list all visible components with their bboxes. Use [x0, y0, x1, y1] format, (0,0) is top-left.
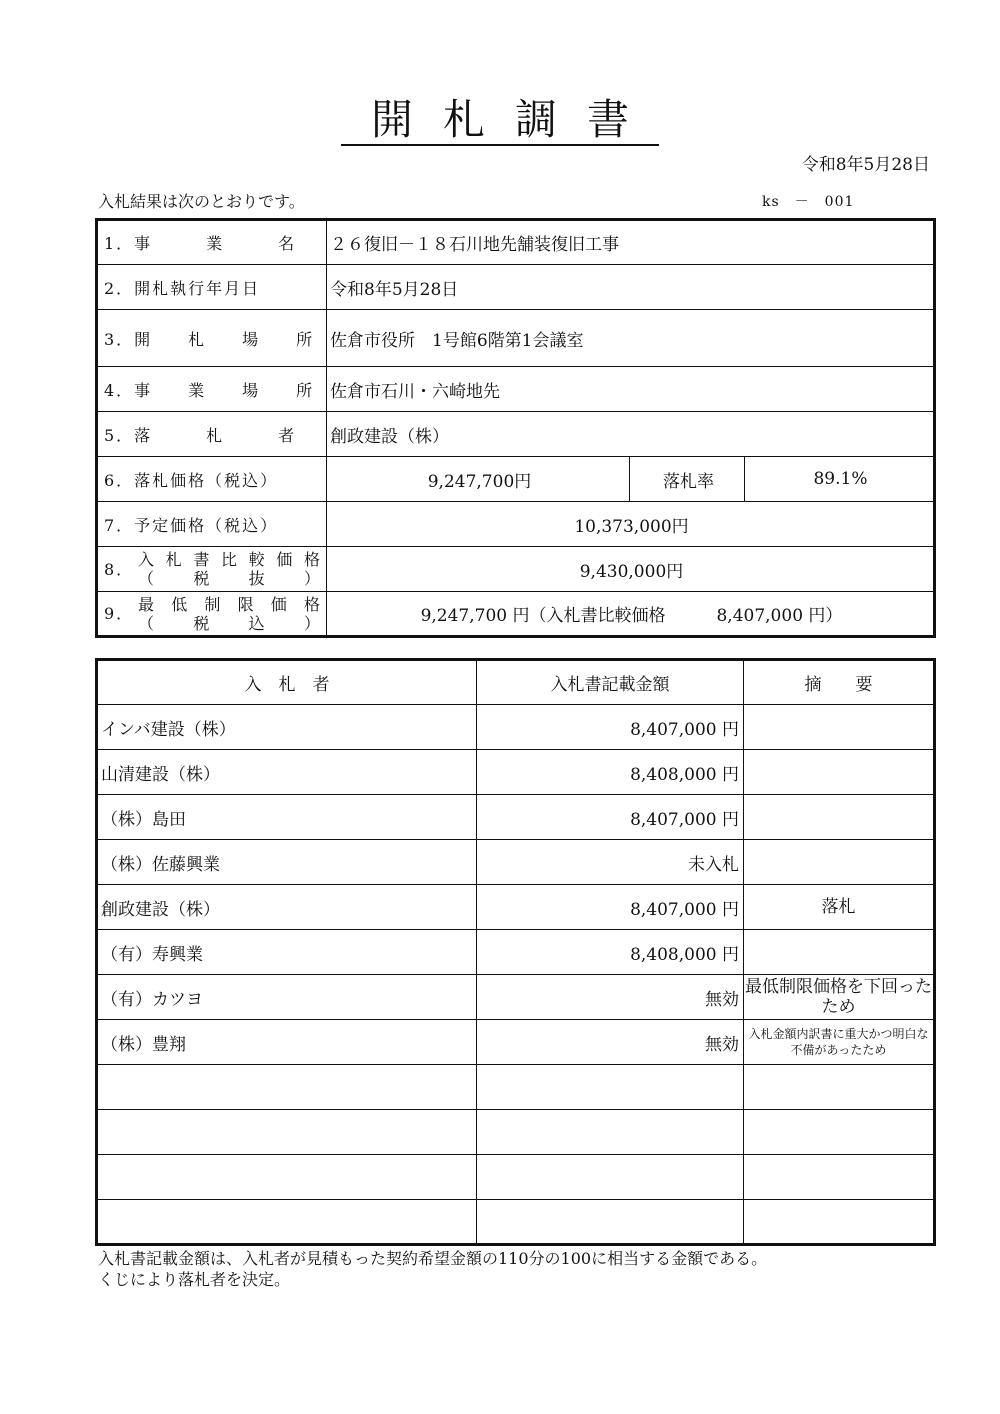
summary-row-project — [97, 220, 935, 265]
bid-amount: 8,407,000 円 — [477, 795, 744, 840]
bid-amount — [477, 1110, 744, 1155]
bid-note — [744, 1065, 935, 1110]
bidder-name: （株）豊翔 — [97, 1020, 477, 1065]
note-column-header: 摘 要 — [744, 660, 935, 705]
bidders-header-row — [97, 660, 935, 705]
summary-row-venue — [97, 310, 935, 367]
summary-row-date — [97, 265, 935, 310]
comparison-price: 9,430,000円 — [327, 547, 935, 592]
bidder-name: （有）カツヨ — [97, 975, 477, 1020]
bid-amount: 8,407,000 円 — [477, 885, 744, 930]
table-row — [97, 1155, 935, 1200]
bid-amount: 8,408,000 円 — [477, 930, 744, 975]
label-line-1: 最低制限価格 — [138, 594, 322, 614]
bid-note — [744, 1200, 935, 1245]
opening-date: 令和8年5月28日 — [327, 265, 935, 310]
document-title: 開札調書 — [0, 92, 1000, 148]
summary-row-comparison — [97, 547, 935, 592]
bid-amount: 8,407,000 円 — [477, 705, 744, 750]
summary-row-price — [97, 457, 935, 502]
table-row — [97, 1200, 935, 1245]
estimated-price: 10,373,000円 — [327, 502, 935, 547]
summary-row-estimate — [97, 502, 935, 547]
bidder-name: （株）佐藤興業 — [97, 840, 477, 885]
summary-label: 6．落札価格（税込） — [97, 457, 327, 502]
table-row — [97, 1020, 935, 1065]
bid-note — [744, 1155, 935, 1200]
bidder-column-header: 入 札 者 — [97, 660, 477, 705]
minimum-price: 9,247,700 円（入札書比較価格 8,407,000 円） — [327, 592, 935, 637]
bidder-name — [97, 1155, 477, 1200]
bidder-name: 山清建設（株） — [97, 750, 477, 795]
row-number: 9． — [104, 604, 135, 623]
table-row — [97, 750, 935, 795]
bid-note — [744, 795, 935, 840]
bidders-table — [95, 658, 936, 1246]
amount-column-header: 入札書記載金額 — [477, 660, 744, 705]
table-row — [97, 975, 935, 1020]
summary-row-minimum — [97, 592, 935, 637]
bid-note: 最低制限価格を下回ったため — [744, 975, 935, 1020]
bidder-name: （株）島田 — [97, 795, 477, 840]
bid-note — [744, 840, 935, 885]
document-date: 令和8年5月28日 — [801, 155, 930, 175]
bid-note — [744, 930, 935, 975]
bidder-name — [97, 1110, 477, 1155]
bidder-name: インバ建設（株） — [97, 705, 477, 750]
bid-amount: 無効 — [477, 1020, 744, 1065]
table-row — [97, 840, 935, 885]
summary-label: 4．事 業 場 所 — [97, 367, 327, 412]
label-line-1: 入札書比較価格 — [138, 550, 322, 569]
bidder-name: 創政建設（株） — [97, 885, 477, 930]
bid-amount: 未入札 — [477, 840, 744, 885]
footnote-line-1: 入札書記載金額は、入札者が見積もった契約希望金額の110分の100に相当する金額である。 — [98, 1249, 768, 1268]
project-name: ２６復旧－１８石川地先舗装復旧工事 — [327, 220, 935, 265]
label-line-2: （税込） — [138, 613, 322, 633]
bid-summary-table — [95, 218, 936, 638]
row-number: 8． — [104, 559, 135, 579]
intro-text: 入札結果は次のとおりです。 — [98, 192, 305, 211]
project-site: 佐倉市石川・六崎地先 — [327, 367, 935, 412]
bid-amount — [477, 1155, 744, 1200]
table-row — [97, 795, 935, 840]
bid-amount — [477, 1065, 744, 1110]
summary-label: 1．事 業 名 — [97, 220, 327, 265]
opening-venue: 佐倉市役所 1号館6階第1会議室 — [327, 310, 935, 367]
summary-row-winner — [97, 412, 935, 457]
bid-note: 落札 — [744, 885, 935, 930]
summary-label — [97, 547, 327, 592]
table-row — [97, 1065, 935, 1110]
label-line-2: （税抜） — [138, 569, 322, 588]
award-rate: 89.1% — [745, 457, 935, 502]
summary-row-site — [97, 367, 935, 412]
winning-price: 9,247,700円 — [327, 457, 630, 502]
table-row — [97, 930, 935, 975]
footnote — [98, 1248, 767, 1290]
table-row — [97, 885, 935, 930]
bidder-name — [97, 1200, 477, 1245]
summary-label — [97, 592, 327, 637]
bidder-name: （有）寿興業 — [97, 930, 477, 975]
table-row — [97, 705, 935, 750]
footnote-line-2: くじにより落札者を決定。 — [98, 1270, 291, 1289]
summary-label: 5．落 札 者 — [97, 412, 327, 457]
bid-amount — [477, 1200, 744, 1245]
bid-note: 入札金額内訳書に重大かつ明白な不備があったため — [744, 1020, 935, 1065]
table-row — [97, 1110, 935, 1155]
award-rate-label: 落札率 — [630, 457, 745, 502]
summary-label: 3．開 札 場 所 — [97, 310, 327, 367]
bidder-name — [97, 1065, 477, 1110]
summary-label: 2．開札執行年月日 — [97, 265, 327, 310]
winning-bidder: 創政建設（株） — [327, 412, 935, 457]
bid-amount: 8,408,000 円 — [477, 750, 744, 795]
bid-note — [744, 1110, 935, 1155]
bid-amount: 無効 — [477, 975, 744, 1020]
document-number: ks － 001 — [762, 194, 855, 210]
summary-label: 7．予定価格（税込） — [97, 502, 327, 547]
bid-note — [744, 705, 935, 750]
bid-note — [744, 750, 935, 795]
